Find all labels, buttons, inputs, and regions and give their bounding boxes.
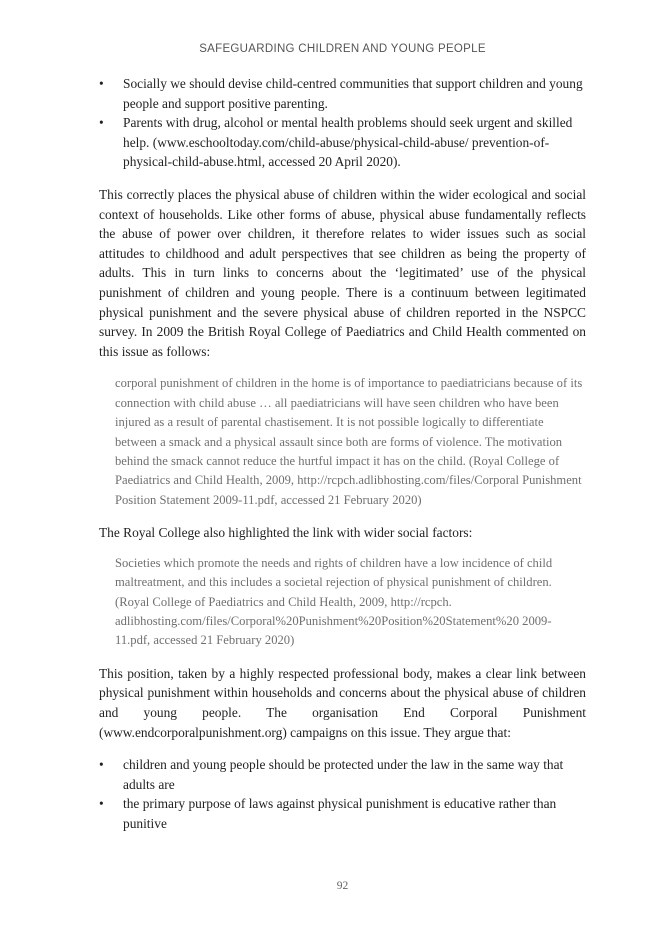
- list-item: [99, 113, 586, 172]
- list-item-text: the primary purpose of laws against physical punishment is educative rather than punitive: [123, 796, 557, 831]
- body-paragraph: The Royal College also highlighted the link with wider social factors:: [99, 525, 473, 541]
- bullet-glyph: •: [99, 796, 104, 812]
- list-item: [99, 755, 586, 794]
- page-number: 92: [336, 880, 349, 892]
- block-quote: corporal punishment of children in the home is of importance to paediatricians because of its connection with child abuse … all paediatricians will have seen children who have been injured as a result of parental chastisement. It is not possible logically to differentiate between a smack and a physical assault since both are forms of violence. The motivation behind the smack cannot reduce the hurtful impact it has on the child. (Royal College of Paediatrics and Child Health, 2009, http://rcpch.adlibhosting.com/files/Corporal Punishment Position Statement 2009-11.pdf, accessed 21 February 2020): [115, 376, 583, 507]
- list-item-text: Socially we should devise child-centred communities that support children and young people and support positive parenting.: [123, 76, 583, 111]
- block-quote: Societies which promote the needs and rights of children have a low incidence of child maltreatment, and this includes a societal rejection of physical punishment of children. (Royal College of Paediatrics and Child Health, 2009, http://rcpch. adlibhosting.com/files/Corporal%20Punishment%20Position%20Statement%20 2009-11.pdf, accessed 21 February 2020): [115, 555, 553, 648]
- bullet-glyph: •: [99, 757, 104, 773]
- bullet-glyph: •: [99, 76, 104, 91]
- body-paragraph: This correctly places the physical abuse of children within the wider ecological and social context of households. Like other forms of abuse, physical abuse fundamentally reflects the abuse of power over children, it therefore relates to wider issues such as social attitudes to childhood and adult perspectives that see children as being the property of adults. This in turn links to concerns about the ‘legitimated’ use of the physical punishment of children and young people. There is a continuum between legitimated physical punishment and the severe physical abuse of children reported in the NSPCC survey. In 2009 the British Royal College of Paediatrics and Child Health commented on this issue as follows:: [99, 186, 586, 359]
- list-item-text: children and young people should be protected under the law in the same way that adults are: [123, 757, 564, 792]
- list-item-text: Parents with drug, alcohol or mental health problems should seek urgent and skilled help. (www.eschooltoday.com/child-abuse/physical-child-abuse/ prevention-of-physical-child-abuse.html, accessed 20 April 2020).: [123, 115, 573, 170]
- bullet-glyph: •: [99, 115, 104, 131]
- list-item: [99, 794, 586, 833]
- body-paragraph: This position, taken by a highly respected professional body, makes a clear link between physical punishment within households and concerns about the physical abuse of children and young people. The organisation End Corporal Punishment (www.endcorporalpunishment.org) campaigns on this issue. They argue that:: [99, 665, 586, 740]
- bullet-list-bottom: [99, 755, 586, 833]
- page-content: [99, 74, 586, 834]
- running-head: SAFEGUARDING CHILDREN AND YOUNG PEOPLE: [199, 43, 486, 55]
- list-item: [99, 74, 586, 113]
- bullet-list-top: [99, 74, 586, 172]
